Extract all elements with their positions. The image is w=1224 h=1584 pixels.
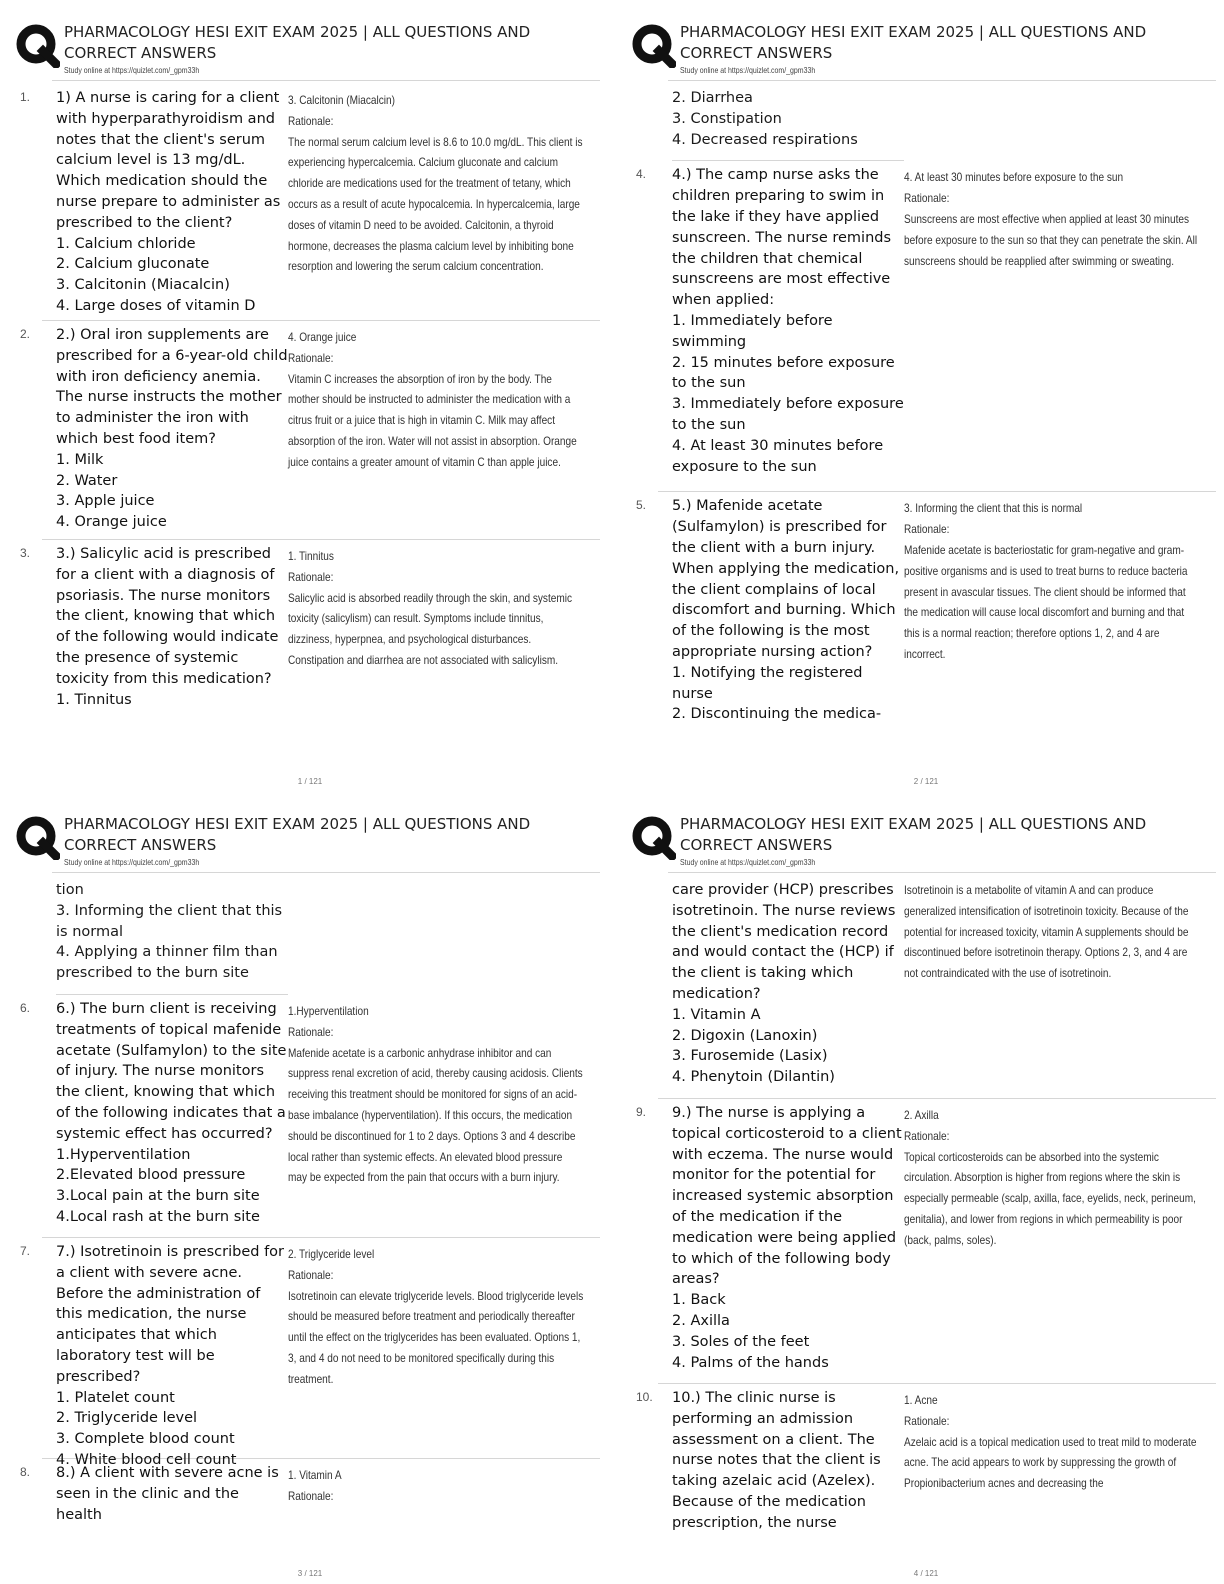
question-number: 4. bbox=[636, 167, 647, 182]
option: 1. Tinnitus bbox=[56, 691, 132, 708]
option: 1. Milk bbox=[56, 451, 104, 468]
header-divider bbox=[668, 872, 1216, 873]
question-row bbox=[20, 321, 600, 540]
correct-answer: 1. Acne bbox=[904, 1392, 938, 1407]
rationale-text: Mafenide acetate is bacteriostatic for gram-negative and gram-positive organisms and is used to treat burns to reduce bacteria present in avascular tissues. The client should be informed that the medication will cause local discomfort and burning and that this is a normal reaction; therefore options 1, 2, and 4 are incorrect. bbox=[904, 542, 1188, 661]
option: 2.Elevated blood pressure bbox=[56, 1167, 246, 1184]
document-page-1 bbox=[12, 14, 608, 790]
option: 3. Immediately before exposure to the sun bbox=[672, 396, 904, 433]
document-title: PHARMACOLOGY HESI EXIT EXAM 2025 | ALL QUESTIONS AND CORRECT ANSWERS bbox=[64, 23, 531, 62]
rationale-label: Rationale: bbox=[288, 1267, 334, 1282]
option: 4. At least 30 minutes before exposure to the sun bbox=[672, 437, 884, 475]
question-number: 3. bbox=[20, 546, 31, 560]
question-number: 9. bbox=[636, 1104, 647, 1119]
question-text: 4.) The camp nurse asks the children preparing to swim in the lake if they have applied sunscreen. The nurse reminds the children that chemical sunscreens are most effective when applied: bbox=[672, 167, 892, 309]
option: 1.Hyperventilation bbox=[56, 1146, 191, 1163]
rationale-label: Rationale: bbox=[904, 191, 950, 206]
page-number: 4 / 121 bbox=[913, 1569, 939, 1578]
option: 3. Soles of the feet bbox=[672, 1333, 810, 1350]
question-number: 10. bbox=[636, 1389, 653, 1404]
question-text: 1) A nurse is caring for a client with hyperparathyroidism and notes that the client's serum calcium level is 13 mg/dL. Which medication should the nurse prepare to administer as prescribed to the client? bbox=[56, 90, 281, 231]
question-row bbox=[20, 84, 600, 321]
question-row bbox=[636, 1099, 1216, 1384]
option: 3. Complete blood count bbox=[56, 1431, 235, 1448]
question-text: 5.) Mafenide acetate (Sulfamylon) is prescribed for the client with a burn injury. When applying the medication, the client complains of local discomfort and burning. Which of the following is the most appropriate nursing action? bbox=[672, 498, 900, 660]
question-number: 7. bbox=[20, 1243, 31, 1258]
header-divider bbox=[668, 80, 1216, 81]
quizlet-logo-icon bbox=[16, 816, 60, 860]
rationale-text: Sunscreens are most effective when applied at least 30 minutes before exposure to the sun so that they can penetrate the skin. All sunscreens should be reapplied after swimming or sweating. bbox=[904, 211, 1198, 268]
correct-answer: 1.Hyperventilation bbox=[288, 1003, 369, 1018]
option: 2. Digoxin (Lanoxin) bbox=[672, 1027, 818, 1044]
quizlet-logo-icon bbox=[16, 24, 60, 68]
question-text: 2.) Oral iron supplements are prescribed for a 6-year-old child with iron deficiency anemia. The nurse instructs the mother to administer the iron with which best food item? bbox=[56, 327, 288, 447]
option: 3.Local pain at the burn site bbox=[56, 1188, 260, 1205]
question-number: 8. bbox=[20, 1464, 31, 1479]
option: 3. Constipation bbox=[672, 110, 782, 127]
header-divider bbox=[52, 872, 600, 873]
question-text: care provider (HCP) prescribes isotretinoin. The nurse reviews the client's medication record and would contact the (HCP) if the client is taking which medication? bbox=[672, 882, 896, 1002]
correct-answer: 4. Orange juice bbox=[288, 330, 357, 344]
rationale-label: Rationale: bbox=[904, 522, 950, 537]
option: 4. White blood cell count bbox=[56, 1451, 237, 1468]
question-text: 3.) Salicylic acid is prescribed for a client with a diagnosis of psoriasis. The nurse monitors the client, knowing that which of the following would indicate the presence of systemic toxicity from this medication? bbox=[56, 546, 279, 687]
page-number: 1 / 121 bbox=[297, 777, 323, 786]
option: 2. Calcium gluconate bbox=[56, 256, 210, 273]
question-number: 6. bbox=[20, 1000, 31, 1015]
option: 1. Vitamin A bbox=[672, 1006, 761, 1023]
question-row bbox=[20, 540, 600, 720]
rationale-text: Mafenide acetate is a carbonic anhydrase inhibitor and can suppress renal excretion of acid, thereby causing acidosis. Clients receiving this treatment should be monitored for signs of an acid-base imbalance (hyperventilation). If this occurs, the medication should be discontinued for 1 to 2 days. Options 3 and 4 describe local rather than systemic effects. An elevated blood pressure may be expected from the pain that occurs with a burn injury. bbox=[288, 1045, 583, 1185]
study-link[interactable]: Study online at https://quizlet.com/_gpm33h bbox=[680, 857, 816, 867]
rationale-text: Vitamin C increases the absorption of iron by the body. The mother should be instructed to administer the medication with a citrus fruit or a juice that is high in vitamin C. Milk may affect absorption of the iron. Water will not assist in absorption. Orange juice contains a greater amount of vitamin C than apple juice. bbox=[288, 371, 577, 469]
question-text: 7.) Isotretinoin is prescribed for a client with severe acne. Before the administration of this medication, the nurse anticipates that which laboratory test will be prescribed? bbox=[56, 1243, 285, 1385]
rationale-text: Isotretinoin is a metabolite of vitamin A and can produce generalized intensification of isotretinoin toxicity. Because of the potential for increased toxicity, vitamin A supplements should be discontinued before isotretinoin therapy. Options 2, 3, and 4 are not contraindicated with the use of isotretinoin. bbox=[904, 883, 1189, 981]
question-row bbox=[20, 1238, 600, 1468]
question-row bbox=[636, 492, 1216, 735]
option: 1. Back bbox=[672, 1292, 726, 1309]
page-number: 2 / 121 bbox=[913, 777, 939, 786]
rationale-text: Azelaic acid is a topical medication used to treat mild to moderate acne. The acid appears to work by suppressing the growth of Propionibacterium acnes and decreasing the bbox=[904, 1434, 1197, 1491]
question-row bbox=[20, 995, 600, 1238]
page-header bbox=[628, 806, 1224, 872]
document-title: PHARMACOLOGY HESI EXIT EXAM 2025 | ALL QUESTIONS AND CORRECT ANSWERS bbox=[680, 815, 1147, 854]
continued-options bbox=[672, 84, 904, 161]
study-link[interactable]: Study online at https://quizlet.com/_gpm33h bbox=[680, 65, 816, 75]
question-text: 6.) The burn client is receiving treatments of topical mafenide acetate (Sulfamylon) to the site of injury. The nurse monitors the client, knowing that which of the following indicates that a systemic effect has occurred? bbox=[56, 1000, 287, 1142]
correct-answer: 4. At least 30 minutes before exposure to the sun bbox=[904, 170, 1124, 185]
quizlet-logo-icon bbox=[632, 816, 676, 860]
rationale-label: Rationale: bbox=[288, 1024, 334, 1039]
option: 2. Triglyceride level bbox=[56, 1410, 198, 1427]
option: 4. Palms of the hands bbox=[672, 1354, 829, 1371]
rationale-label: Rationale: bbox=[288, 113, 334, 128]
correct-answer: 3. Informing the client that this is normal bbox=[904, 501, 1083, 516]
option: tion bbox=[56, 882, 84, 898]
option: 4. Applying a thinner film than prescribed to the burn site bbox=[56, 944, 278, 982]
rationale-label: Rationale: bbox=[288, 1488, 334, 1503]
rationale-label: Rationale: bbox=[288, 350, 334, 365]
study-link[interactable]: Study online at https://quizlet.com/_gpm33h bbox=[64, 857, 200, 867]
option: 3. Furosemide (Lasix) bbox=[672, 1048, 828, 1065]
question-row bbox=[20, 1459, 600, 1535]
option: 3. Informing the client that this is normal bbox=[56, 902, 283, 940]
correct-answer: 1. Vitamin A bbox=[288, 1467, 342, 1482]
option: 2. 15 minutes before exposure to the sun bbox=[672, 354, 895, 392]
continued-options bbox=[56, 876, 288, 995]
page-header bbox=[12, 806, 608, 872]
option: 1. Platelet count bbox=[56, 1389, 175, 1406]
question-text: 9.) The nurse is applying a topical corticosteroid to a client with eczema. The nurse would monitor for the potential for increased systemic absorption of the medication if the medication were being applied to which of the following body areas? bbox=[672, 1104, 902, 1288]
question-text: 10.) The clinic nurse is performing an admission assessment on a client. The nurse notes that the client is taking azelaic acid (Azelex). Because of the medication prescription, the nurse bbox=[672, 1389, 881, 1531]
continued-question bbox=[658, 876, 1216, 1099]
rationale-text: Salicylic acid is absorbed readily through the skin, and systemic toxicity (salicylism) can result. Symptoms include tinnitus, dizziness, hyperpnea, and psychological disturbances. Constipation and diarrhea are not associated with salicylism. bbox=[288, 590, 573, 667]
document-page-3 bbox=[12, 806, 608, 1582]
option: 3. Calcitonin (Miacalcin) bbox=[56, 277, 230, 294]
option: 4. Orange juice bbox=[56, 514, 167, 531]
document-title: PHARMACOLOGY HESI EXIT EXAM 2025 | ALL QUESTIONS AND CORRECT ANSWERS bbox=[680, 23, 1147, 62]
option: 4. Large doses of vitamin D bbox=[56, 297, 256, 314]
rationale-label: Rationale: bbox=[904, 1128, 950, 1143]
option: 4. Decreased respirations bbox=[672, 131, 858, 148]
question-row bbox=[636, 161, 1216, 492]
rationale-text: Topical corticosteroids can be absorbed into the systemic circulation. Absorption is higher from regions where the skin is especially permeable (scalp, axilla, face, eyelids, neck, perineum, genitalia), and lower from regions in which permeability is poor (back, palms, soles). bbox=[904, 1149, 1196, 1247]
option: 1. Immediately before swimming bbox=[672, 312, 833, 350]
option: 1. Notifying the registered nurse bbox=[672, 664, 863, 702]
option: 1. Calcium chloride bbox=[56, 235, 196, 252]
header-divider bbox=[52, 80, 600, 81]
document-title: PHARMACOLOGY HESI EXIT EXAM 2025 | ALL QUESTIONS AND CORRECT ANSWERS bbox=[64, 815, 531, 854]
correct-answer: 1. Tinnitus bbox=[288, 549, 334, 563]
option: 2. Axilla bbox=[672, 1312, 730, 1329]
option: 4. Phenytoin (Dilantin) bbox=[672, 1069, 835, 1086]
rationale-text: Isotretinoin can elevate triglyceride levels. Blood triglyceride levels should be measured before treatment and periodically thereafter until the effect on the triglycerides has been evaluated. Options 1, 3, and 4 do not need to be monitored specifically during this treatment. bbox=[288, 1288, 584, 1386]
page-number: 3 / 121 bbox=[297, 1569, 323, 1578]
question-number: 2. bbox=[20, 327, 31, 341]
correct-answer: 2. Triglyceride level bbox=[288, 1246, 375, 1261]
option: 2. Diarrhea bbox=[672, 90, 753, 106]
page-header bbox=[628, 14, 1224, 80]
quizlet-logo-icon bbox=[632, 24, 676, 68]
document-page-4 bbox=[628, 806, 1224, 1582]
question-row bbox=[636, 1384, 1216, 1544]
option: 2. Discontinuing the medica- bbox=[672, 706, 882, 723]
option: 3. Apple juice bbox=[56, 493, 155, 510]
study-link[interactable]: Study online at https://quizlet.com/_gpm33h bbox=[64, 65, 200, 75]
option: 2. Water bbox=[56, 472, 118, 489]
question-number: 1. bbox=[20, 90, 31, 104]
rationale-label: Rationale: bbox=[904, 1413, 950, 1428]
option: 4.Local rash at the burn site bbox=[56, 1208, 260, 1225]
question-text: 8.) A client with severe acne is seen in the clinic and the health bbox=[56, 1464, 279, 1523]
document-page-2 bbox=[628, 14, 1224, 790]
rationale-label: Rationale: bbox=[288, 569, 334, 584]
question-number: 5. bbox=[636, 498, 647, 513]
rationale-text: The normal serum calcium level is 8.6 to 10.0 mg/dL. This client is experiencing hypercalcemia. Calcium gluconate and calcium chloride are medications used for the treatment of tetany, which occurs as a result of acute hypocalcemia. In hypercalcemia, large doses of vitamin D need to be avoided. Calcitonin, a thyroid hormone, decreases the plasma calcium level by inhibiting bone resorption and lowering the serum calcium concentration. bbox=[288, 134, 583, 274]
page-header bbox=[12, 14, 608, 80]
correct-answer: 3. Calcitonin (Miacalcin) bbox=[288, 93, 396, 107]
correct-answer: 2. Axilla bbox=[904, 1107, 939, 1122]
